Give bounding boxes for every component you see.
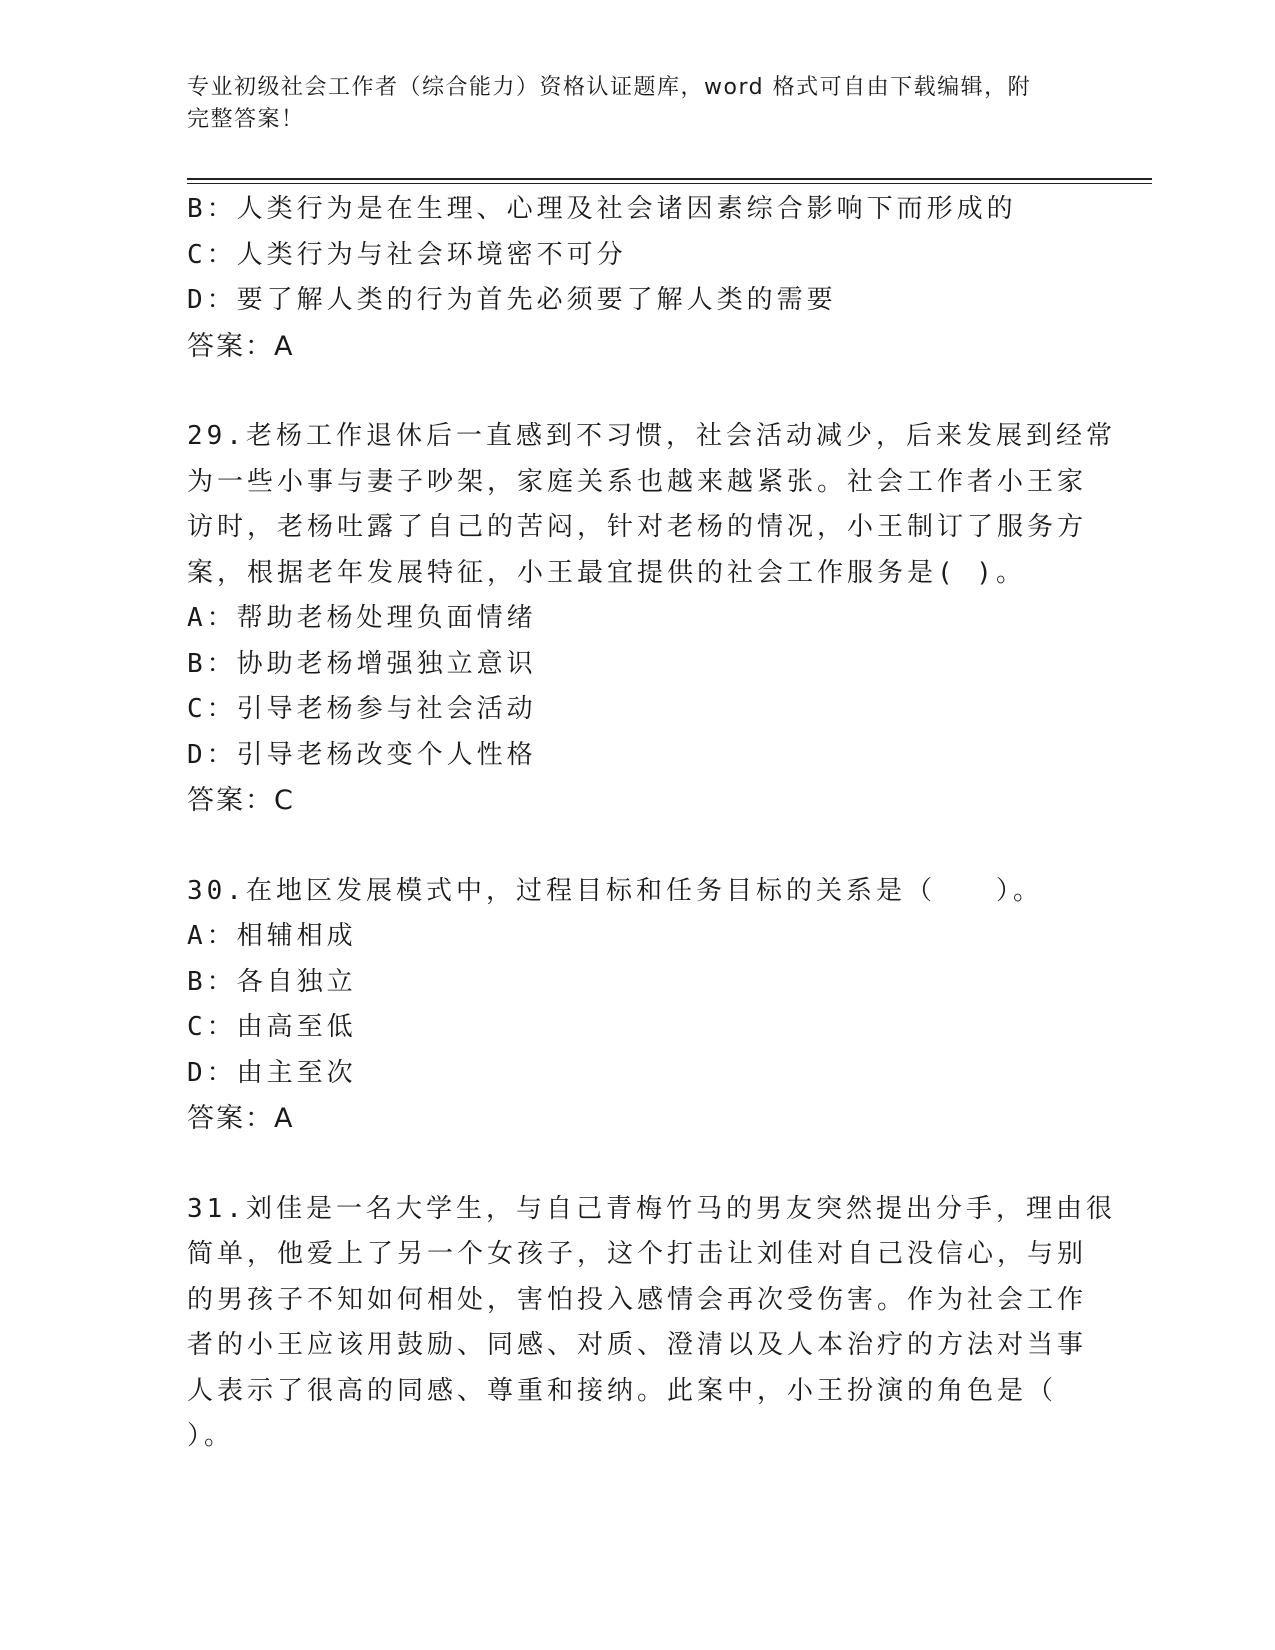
question-text-line: ）。 (187, 1421, 235, 1451)
option-b: B：人类行为是在生理、心理及社会诸因素综合影响下而形成的 (187, 194, 1017, 224)
option-d: D：由主至次 (187, 1057, 357, 1088)
question-30 (187, 869, 1077, 1142)
question-31 (187, 1187, 1116, 1460)
header-title-line-1: 专业初级社会工作者（综合能力）资格认证题库，word 格式可自由下载编辑，附 (187, 75, 1032, 100)
question-text-line: 29.老杨工作退休后一直感到不习惯，社会活动减少，后来发展到经常 (187, 421, 1116, 451)
question-text-line: 人表示了很高的同感、尊重和接纳。此案中，小王扮演的角色是（ (187, 1375, 1058, 1406)
document-header (187, 72, 1067, 136)
question-text-line: 者的小王应该用鼓励、同感、对质、澄清以及人本治疗的方法对当事 (187, 1330, 1088, 1360)
option-b: B：协助老杨增强独立意识 (187, 648, 537, 679)
header-rule-thick (187, 178, 1152, 180)
option-a: A：帮助老杨处理负面情绪 (187, 603, 537, 633)
option-a: A：相辅相成 (187, 921, 357, 951)
option-c: C：由高至低 (187, 1012, 357, 1042)
document-body (187, 187, 1116, 1460)
header-title-line-2: 完整答案！ (187, 107, 305, 132)
question-text-line: 简单，他爱上了另一个女孩子，这个打击让刘佳对自己没信心，与别 (187, 1239, 1088, 1269)
option-c: C：引导老杨参与社会活动 (187, 694, 537, 724)
option-d: D：引导老杨改变个人性格 (187, 739, 537, 770)
question-text-line: 的男孩子不知如何相处，害怕投入感情会再次受伤害。作为社会工作 (187, 1284, 1088, 1315)
question-text-line: 30.在地区发展模式中，过程目标和任务目标的关系是（ ）。 (187, 875, 1043, 906)
option-b: B：各自独立 (187, 966, 357, 997)
answer: 答案：C (187, 785, 295, 816)
question-text-line: 31.刘佳是一名大学生，与自己青梅竹马的男友突然提出分手，理由很 (187, 1193, 1116, 1224)
question-text-line: 访时，老杨吐露了自己的苦闷，针对老杨的情况，小王制订了服务方 (187, 512, 1088, 542)
spacer (187, 1142, 1077, 1187)
spacer (187, 369, 1077, 414)
answer: 答案：A (187, 1103, 295, 1134)
spacer (187, 824, 1077, 869)
header-rule-thin (187, 183, 1152, 184)
question-text-line: 为一些小事与妻子吵架，家庭关系也越来越紧张。社会工作者小王家 (187, 466, 1088, 497)
question-text-line: 案，根据老年发展特征，小王最宜提供的社会工作服务是( )。 (187, 557, 1026, 588)
answer: 答案：A (187, 330, 295, 362)
question-29 (187, 414, 1116, 824)
previous-question (187, 187, 1077, 369)
option-c: C：人类行为与社会环境密不可分 (187, 239, 627, 270)
option-d: D：要了解人类的行为首先必须要了解人类的需要 (187, 285, 837, 315)
